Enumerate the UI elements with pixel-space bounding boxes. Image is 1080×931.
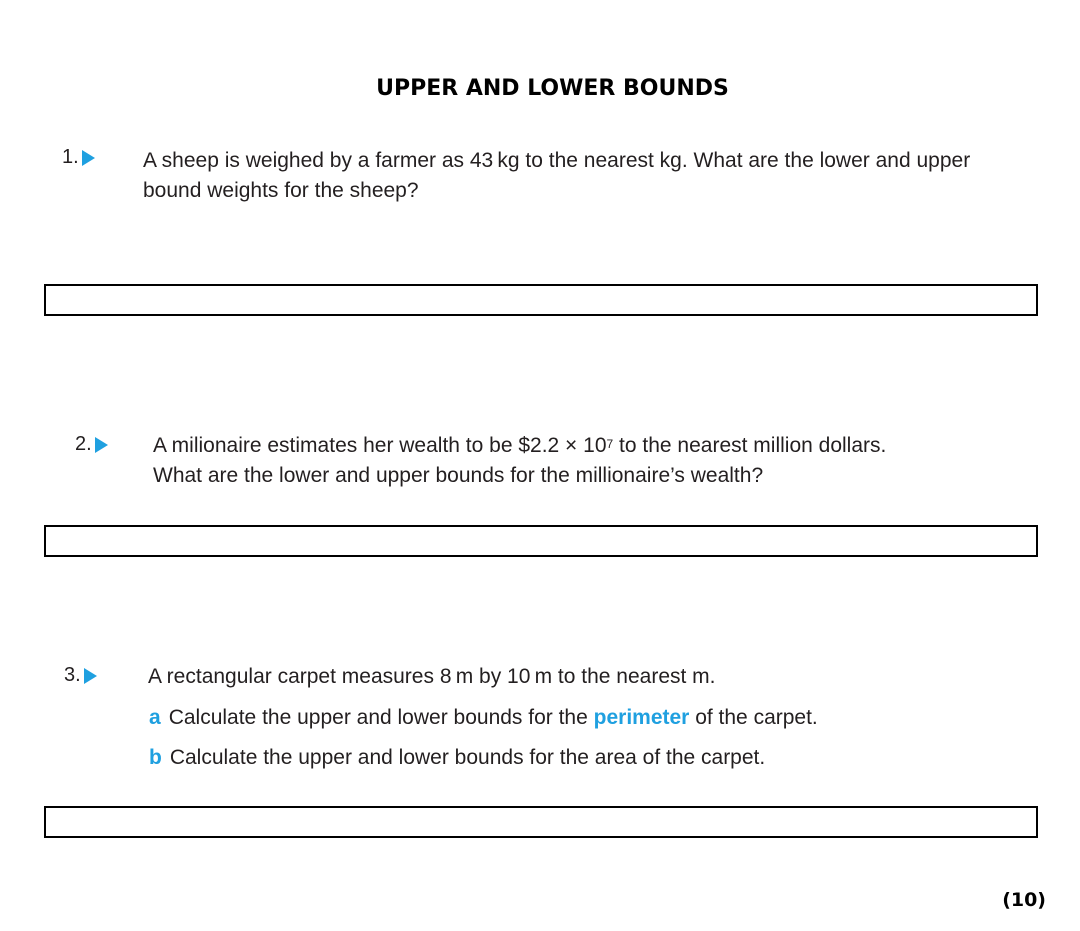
question-1-line-1: A sheep is weighed by a farmer as 43 kg to the nearest kg. What are the lower and upper xyxy=(143,149,971,172)
question-2-line-1-end: to the nearest million dollars. xyxy=(613,434,887,457)
question-3-part-b xyxy=(149,746,765,770)
question-1-text xyxy=(143,146,970,206)
question-1-line-2: bound weights for the sheep? xyxy=(143,179,419,202)
question-3-text: A rectangular carpet measures 8 m by 10 m to the nearest m. xyxy=(148,665,716,688)
question-3-part-a xyxy=(149,706,818,730)
question-number-label: 1. xyxy=(62,146,79,168)
question-2-line-1-start: A milionaire estimates her wealth to be $2.2 × 10 xyxy=(153,434,607,457)
answer-box-3[interactable] xyxy=(44,806,1038,838)
question-2-number xyxy=(75,433,108,456)
question-2-line-2: What are the lower and upper bounds for the millionaire’s wealth? xyxy=(153,464,764,487)
part-a-text-end: of the carpet. xyxy=(689,706,818,729)
highlighted-keyword: perimeter xyxy=(593,706,690,729)
question-3-number xyxy=(64,664,97,687)
part-letter: b xyxy=(149,746,162,769)
question-2-line-1 xyxy=(153,431,886,461)
question-number-label: 2. xyxy=(75,433,92,455)
question-1-number xyxy=(62,146,95,169)
answer-box-2[interactable] xyxy=(44,525,1038,557)
exponent: 7 xyxy=(606,437,614,451)
play-arrow-icon xyxy=(82,150,95,166)
total-marks: (10) xyxy=(1002,889,1046,911)
question-number-label: 3. xyxy=(64,664,81,686)
play-arrow-icon xyxy=(95,437,108,453)
question-2-text xyxy=(153,431,886,491)
part-letter: a xyxy=(149,706,161,729)
part-b-text: Calculate the upper and lower bounds for the area of the carpet. xyxy=(169,746,766,769)
page-title: UPPER AND LOWER BOUNDS xyxy=(376,76,729,101)
part-a-text-start: Calculate the upper and lower bounds for the xyxy=(168,706,594,729)
play-arrow-icon xyxy=(84,668,97,684)
answer-box-1[interactable] xyxy=(44,284,1038,316)
